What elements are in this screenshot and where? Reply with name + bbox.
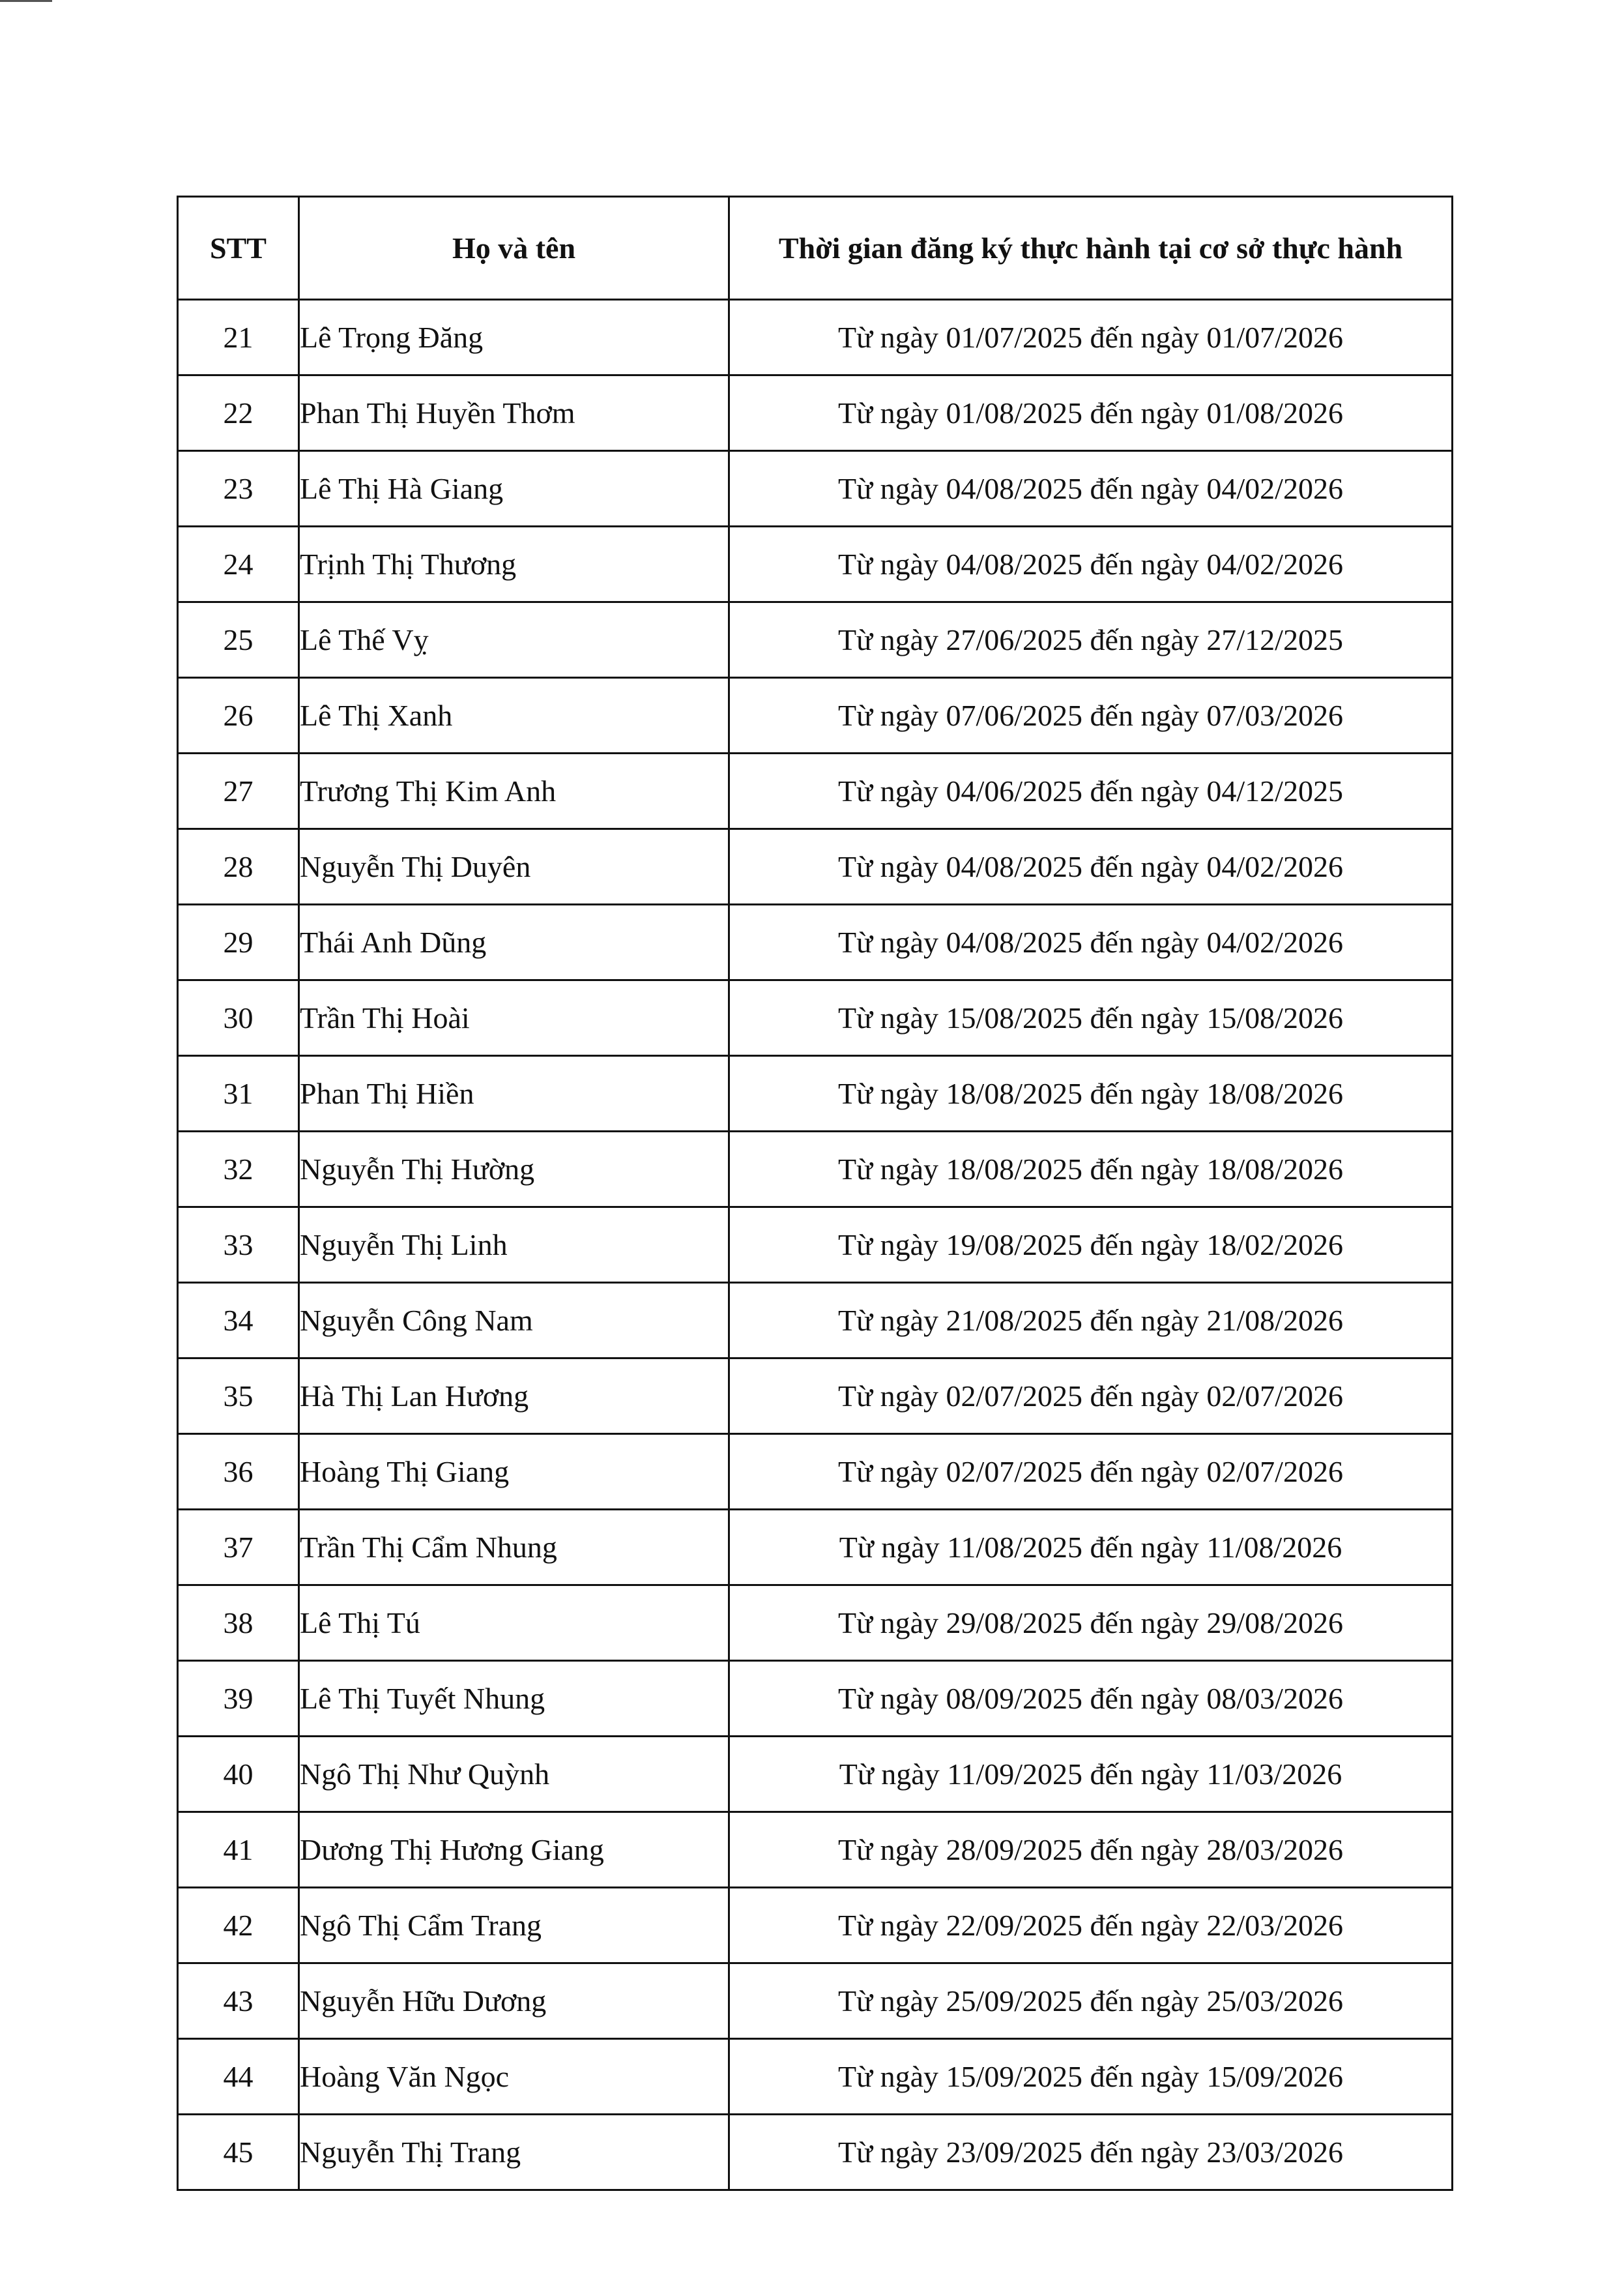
- name-cell: Nguyễn Thị Duyên: [299, 829, 729, 905]
- table-row: [178, 1283, 1453, 1358]
- time-cell: Từ ngày 02/07/2025 đến ngày 02/07/2026: [729, 1358, 1453, 1434]
- time-cell: Từ ngày 23/09/2025 đến ngày 23/03/2026: [729, 2115, 1453, 2190]
- table-row: [178, 754, 1453, 829]
- name-cell: Hoàng Văn Ngọc: [299, 2039, 729, 2115]
- name-cell: Trương Thị Kim Anh: [299, 754, 729, 829]
- time-cell: Từ ngày 08/09/2025 đến ngày 08/03/2026: [729, 1661, 1453, 1737]
- name-cell: Ngô Thị Cẩm Trang: [299, 1888, 729, 1963]
- stt-cell: 38: [178, 1585, 299, 1661]
- table-row: [178, 602, 1453, 678]
- header-stt: STT: [178, 197, 299, 300]
- table-body: [178, 300, 1453, 2190]
- name-cell: Dương Thị Hương Giang: [299, 1812, 729, 1888]
- stt-cell: 35: [178, 1358, 299, 1434]
- time-cell: Từ ngày 15/08/2025 đến ngày 15/08/2026: [729, 980, 1453, 1056]
- time-cell: Từ ngày 11/09/2025 đến ngày 11/03/2026: [729, 1737, 1453, 1812]
- table-row: [178, 829, 1453, 905]
- stt-cell: 36: [178, 1434, 299, 1510]
- table-row: [178, 2039, 1453, 2115]
- table-row: [178, 1963, 1453, 2039]
- stt-cell: 30: [178, 980, 299, 1056]
- stt-cell: 25: [178, 602, 299, 678]
- stt-cell: 42: [178, 1888, 299, 1963]
- stt-cell: 29: [178, 905, 299, 980]
- time-cell: Từ ngày 19/08/2025 đến ngày 18/02/2026: [729, 1207, 1453, 1283]
- stt-cell: 41: [178, 1812, 299, 1888]
- table-row: [178, 300, 1453, 375]
- table-row: [178, 1132, 1453, 1207]
- name-cell: Phan Thị Huyền Thơm: [299, 375, 729, 451]
- time-cell: Từ ngày 21/08/2025 đến ngày 21/08/2026: [729, 1283, 1453, 1358]
- name-cell: Lê Thị Hà Giang: [299, 451, 729, 527]
- name-cell: Nguyễn Thị Hường: [299, 1132, 729, 1207]
- time-cell: Từ ngày 01/07/2025 đến ngày 01/07/2026: [729, 300, 1453, 375]
- time-cell: Từ ngày 04/08/2025 đến ngày 04/02/2026: [729, 905, 1453, 980]
- table-row: [178, 1434, 1453, 1510]
- time-cell: Từ ngày 11/08/2025 đến ngày 11/08/2026: [729, 1510, 1453, 1585]
- name-cell: Hoàng Thị Giang: [299, 1434, 729, 1510]
- stt-cell: 21: [178, 300, 299, 375]
- name-cell: Ngô Thị Như Quỳnh: [299, 1737, 729, 1812]
- name-cell: Lê Trọng Đăng: [299, 300, 729, 375]
- name-cell: Lê Thị Tú: [299, 1585, 729, 1661]
- name-cell: Trần Thị Cẩm Nhung: [299, 1510, 729, 1585]
- name-cell: Trần Thị Hoài: [299, 980, 729, 1056]
- time-cell: Từ ngày 15/09/2025 đến ngày 15/09/2026: [729, 2039, 1453, 2115]
- table-row: [178, 527, 1453, 602]
- name-cell: Lê Thị Xanh: [299, 678, 729, 754]
- stt-cell: 43: [178, 1963, 299, 2039]
- stt-cell: 45: [178, 2115, 299, 2190]
- table-row: [178, 1888, 1453, 1963]
- table-header: [178, 197, 1453, 300]
- time-cell: Từ ngày 07/06/2025 đến ngày 07/03/2026: [729, 678, 1453, 754]
- table-row: [178, 1812, 1453, 1888]
- stt-cell: 39: [178, 1661, 299, 1737]
- time-cell: Từ ngày 01/08/2025 đến ngày 01/08/2026: [729, 375, 1453, 451]
- table-row: [178, 980, 1453, 1056]
- name-cell: Nguyễn Thị Linh: [299, 1207, 729, 1283]
- stt-cell: 44: [178, 2039, 299, 2115]
- time-cell: Từ ngày 04/08/2025 đến ngày 04/02/2026: [729, 527, 1453, 602]
- stt-cell: 34: [178, 1283, 299, 1358]
- name-cell: Trịnh Thị Thương: [299, 527, 729, 602]
- header-name: Họ và tên: [299, 197, 729, 300]
- time-cell: Từ ngày 04/08/2025 đến ngày 04/02/2026: [729, 829, 1453, 905]
- time-cell: Từ ngày 27/06/2025 đến ngày 27/12/2025: [729, 602, 1453, 678]
- name-cell: Phan Thị Hiền: [299, 1056, 729, 1132]
- stt-cell: 26: [178, 678, 299, 754]
- table-row: [178, 1661, 1453, 1737]
- table-row: [178, 905, 1453, 980]
- stt-cell: 33: [178, 1207, 299, 1283]
- time-cell: Từ ngày 28/09/2025 đến ngày 28/03/2026: [729, 1812, 1453, 1888]
- header-row: [178, 197, 1453, 300]
- table-row: [178, 1207, 1453, 1283]
- stt-cell: 24: [178, 527, 299, 602]
- table-row: [178, 1510, 1453, 1585]
- time-cell: Từ ngày 25/09/2025 đến ngày 25/03/2026: [729, 1963, 1453, 2039]
- name-cell: Nguyễn Thị Trang: [299, 2115, 729, 2190]
- table-row: [178, 1737, 1453, 1812]
- stt-cell: 40: [178, 1737, 299, 1812]
- registration-table: [177, 196, 1453, 2191]
- stt-cell: 37: [178, 1510, 299, 1585]
- time-cell: Từ ngày 22/09/2025 đến ngày 22/03/2026: [729, 1888, 1453, 1963]
- stt-cell: 22: [178, 375, 299, 451]
- name-cell: Hà Thị Lan Hương: [299, 1358, 729, 1434]
- table-row: [178, 375, 1453, 451]
- name-cell: Nguyễn Công Nam: [299, 1283, 729, 1358]
- time-cell: Từ ngày 18/08/2025 đến ngày 18/08/2026: [729, 1132, 1453, 1207]
- stt-cell: 23: [178, 451, 299, 527]
- table-row: [178, 678, 1453, 754]
- time-cell: Từ ngày 04/06/2025 đến ngày 04/12/2025: [729, 754, 1453, 829]
- name-cell: Nguyễn Hữu Dương: [299, 1963, 729, 2039]
- name-cell: Thái Anh Dũng: [299, 905, 729, 980]
- time-cell: Từ ngày 18/08/2025 đến ngày 18/08/2026: [729, 1056, 1453, 1132]
- stt-cell: 27: [178, 754, 299, 829]
- name-cell: Lê Thị Tuyết Nhung: [299, 1661, 729, 1737]
- scan-edge-mark: [0, 0, 52, 2]
- table-row: [178, 1056, 1453, 1132]
- stt-cell: 28: [178, 829, 299, 905]
- time-cell: Từ ngày 02/07/2025 đến ngày 02/07/2026: [729, 1434, 1453, 1510]
- header-time: Thời gian đăng ký thực hành tại cơ sở thực hành: [729, 197, 1453, 300]
- stt-cell: 31: [178, 1056, 299, 1132]
- table-row: [178, 451, 1453, 527]
- time-cell: Từ ngày 29/08/2025 đến ngày 29/08/2026: [729, 1585, 1453, 1661]
- stt-cell: 32: [178, 1132, 299, 1207]
- time-cell: Từ ngày 04/08/2025 đến ngày 04/02/2026: [729, 451, 1453, 527]
- table-row: [178, 1358, 1453, 1434]
- table-row: [178, 2115, 1453, 2190]
- name-cell: Lê Thế Vỵ: [299, 602, 729, 678]
- table-row: [178, 1585, 1453, 1661]
